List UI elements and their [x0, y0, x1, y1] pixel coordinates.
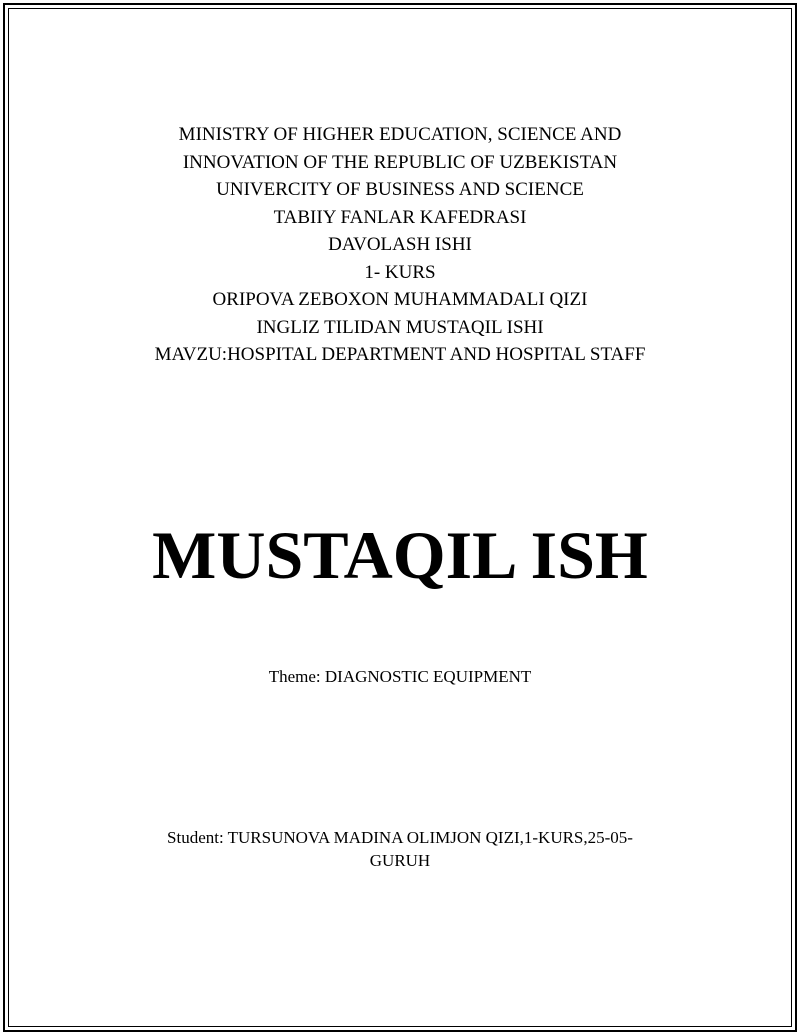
author-name: ORIPOVA ZEBOXON MUHAMMADALI QIZI	[212, 289, 588, 310]
university-name: UNIVERCITY OF BUSINESS AND SCIENCE	[216, 179, 584, 200]
page-title: MUSTAQIL ISH	[152, 517, 648, 593]
work-type: INGLIZ TILIDAN MUSTAQIL ISHI	[256, 316, 544, 338]
course-year: 1- KURS	[364, 261, 436, 283]
header-block	[40, 121, 760, 369]
student-line-2: GURUH	[369, 851, 431, 870]
ministry-line-1: MINISTRY OF HIGHER EDUCATION, SCIENCE AND	[178, 124, 622, 145]
student-line-1: Student: TURSUNOVA MADINA OLIMJON QIZI,1-KURS,25-05-	[167, 828, 633, 847]
theme-line: Theme: DIAGNOSTIC EQUIPMENT	[268, 667, 532, 686]
student-block	[40, 826, 760, 872]
faculty-name: DAVOLASH ISHI	[328, 234, 472, 255]
ministry-line-2: INNOVATION OF THE REPUBLIC OF UZBEKISTAN	[182, 151, 618, 173]
topic-line: MAVZU:HOSPITAL DEPARTMENT AND HOSPITAL STAFF	[154, 344, 646, 365]
department-name: TABIIY FANLAR KAFEDRASI	[273, 206, 527, 228]
